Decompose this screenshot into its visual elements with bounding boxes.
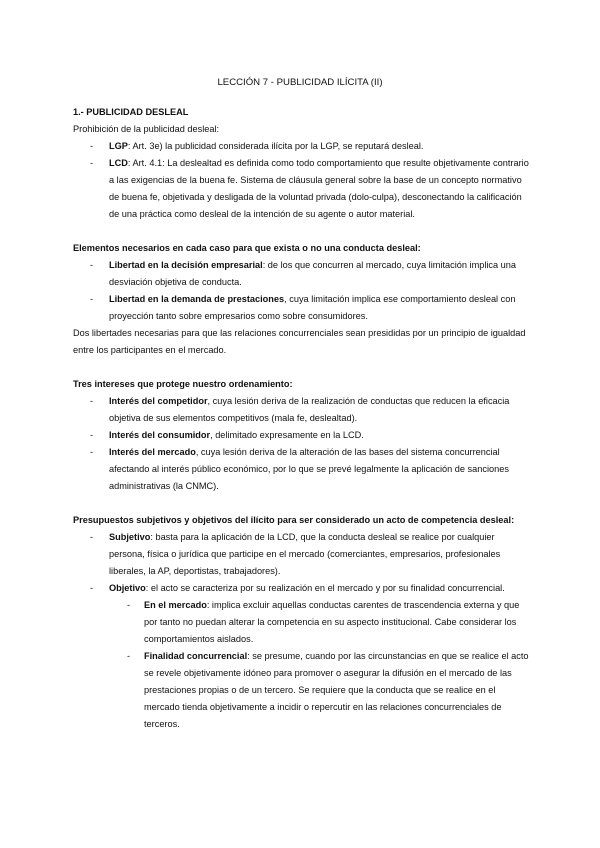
paragraph-libertades: Dos libertades necesarias para que las relaciones concurrenciales sean presididas por un principio de igualdad entre los participantes en el mercado.: [73, 328, 526, 355]
bullet-dash: -: [90, 532, 94, 542]
sub-list-item: - Finalidad concurrencial: se presume, cuando por las circunstancias en que se realice el acto se revele objetivamente idóneo para promover o asegurar la difusión en el mercado de las prestaciones propias o de un tercero. Se requiere que la conducta que se realice en el mercado tienda objetivamente a incidir o repercutir en las relaciones concurrenciales de terceros.: [73, 648, 529, 733]
bullet-dash: -: [90, 430, 94, 440]
section-heading-intereses: Tres intereses que protege nuestro ordenamiento:: [73, 379, 293, 389]
sub-list-item: - En el mercado: implica excluir aquellas conductas carentes de trascendencia externa y que por tanto no puedan alterar la competencia en su aspecto institucional. Cabe considerar los comportamientos aislados.: [73, 597, 529, 648]
list-item: - Interés del consumidor, delimitado expresamente en la LCD.: [73, 427, 529, 444]
section-heading-elementos: Elementos necesarios en cada caso para que exista o no una conducta desleal:: [73, 243, 421, 253]
bullet-dash: -: [127, 600, 131, 610]
list-item: - Libertad en la decisión empresarial: de los que concurren al mercado, cuya limitación implica una desviación objetiva de conducta.: [73, 257, 529, 291]
list-item: - Objetivo: el acto se caracteriza por su realización en el mercado y por su finalidad concurrencial.: [73, 580, 529, 597]
bullet-dash: -: [90, 583, 94, 593]
section-intro: Prohibición de la publicidad desleal:: [73, 124, 220, 134]
list-item: - Libertad en la demanda de prestaciones, cuya limitación implica ese comportamiento desleal con proyección tanto sobre empresarios como sobre consumidores.: [73, 291, 529, 325]
bullet-dash: -: [90, 260, 94, 270]
section-heading-presupuestos: Presupuestos subjetivos y objetivos del ilícito para ser considerado un acto de competencia desleal:: [73, 515, 515, 525]
bullet-dash: -: [90, 447, 94, 457]
bullet-dash: -: [90, 158, 94, 168]
bullet-dash: -: [90, 141, 94, 151]
document-body: [73, 104, 529, 733]
list-item: - LGP: Art. 3e) la publicidad considerada ilícita por la LGP, se reputará desleal.: [73, 138, 529, 155]
list-item: - Subjetivo: basta para la aplicación de la LCD, que la conducta desleal se realice por cualquier persona, física o jurídica que participe en el mercado (comerciantes, empresarios, profesionales liberales, la AP, deportistas, trabajadores).: [73, 529, 529, 580]
section-heading-publicidad-desleal: 1.- PUBLICIDAD DESLEAL: [73, 107, 189, 117]
list-item: - Interés del competidor, cuya lesión deriva de la realización de conductas que reducen la eficacia objetiva de sus elementos competitivos (mala fe, deslealtad).: [73, 393, 529, 427]
bullet-dash: -: [90, 396, 94, 406]
bullet-dash: -: [127, 651, 131, 661]
bullet-dash: -: [90, 294, 94, 304]
list-item: - LCD: Art. 4.1: La deslealtad es definida como todo comportamiento que resulte objetivamente contrario a las exigencias de la buena fe. Sistema de cláusula general sobre la base de un concepto normativo de buena fe, objetivada y desligada de la voluntad privada (dolo-culpa), desconectando la calificación de una práctica como desleal de la intención de su agente o autor material.: [73, 155, 529, 223]
lesson-title: LECCIÓN 7 - PUBLICIDAD ILÍCITA (II): [217, 77, 383, 88]
list-item: - Interés del mercado, cuya lesión deriva de la alteración de las bases del sistema concurrencial afectando al interés público económico, por lo que se prevé legalmente la aplicación de sanciones administrativas (la CNMC).: [73, 444, 529, 495]
